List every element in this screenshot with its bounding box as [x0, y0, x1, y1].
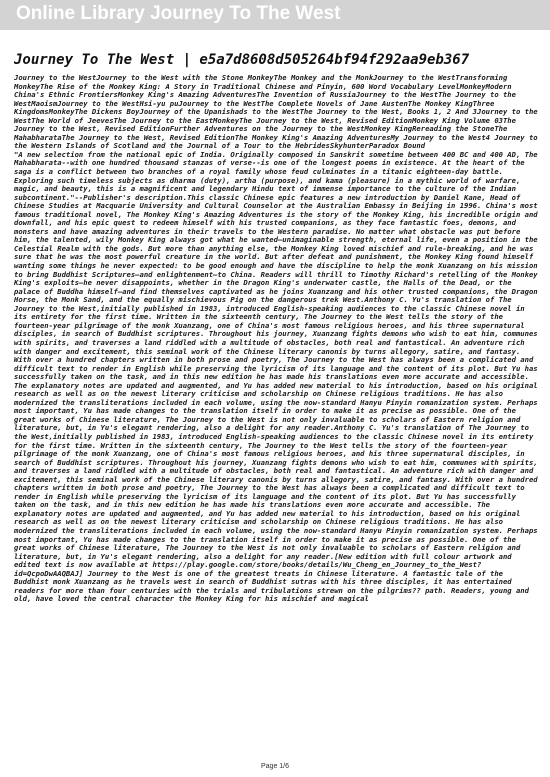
paragraph-description: "A new selection from the national epic of India. Originally composed in Sanskrit sometime between 400 BC and 400 AD, The Mahabharata--with one hundred thousand stanzas of verse--is one of the longest poems in existence. At the heart of the saga is a conflict between two branches of a royal family whose feud culminates in a titanic eighteen-day battle. Exploring such timeless subjects as dharma (duty), artha (purpose), and kama (pleasure) in a mythic world of warfare, magic, and beauty, this is a magnificent and legendary Hindu text of immense importance to the culture of the Indian subcontinent."--Publisher's description.This classic Chinese epic features a new introduction by Daniel Kane, Head of Chinese Studies at Macquarie University and Cultural Counselor at the Australian Embassy in Beijing in 1996. China's most famous traditional novel, The Monkey King's Amazing Adventures is the story of the Monkey King, his incredible origin and downfall, and his epic quest to redeem himself with his trusted companions, as they face fantastic foes, demons, and monsters and have amazing adventures in their travels to the Western paradise. No matter what obstacle was put before him, the talented, wily Monkey King always got what he wanted—unimaginable strength, eternal life, even a position in the Celestial Realm with the gods. But more than anything else, the Monkey King loved mischief and rule-breaking, and he was sure that he was the most powerful creature in the world. But after defeat and punishment, the Monkey King found himself wanting some things he never expected: to be good enough and have the discipline to help the monk Xuanzang on his mission to bring Buddhist Scriptures—and enlightenment—to China. Readers will thrill to Timothy Richard's retelling of the Monkey King's exploits—he never disappoints, whether in the Dragon King's underwater castle, the Halls of the Dead, or the palace of Buddha himself—and find themselves captivated as he joins Xuanzang and his other trusted companions, the Dragon Horse, the Monk Sand, and the equally mischievous Pig on the dangerous trek West.Anthony C. Yu's translation of The Journey to the West,initially published in 1983, introduced English-speaking audiences to the classic Chinese novel in its entirety for the first time. Written in the sixteenth century, The Journey to the West tells the story of the fourteen-year pilgrimage of the monk Xuanzang, one of China's most famous religious heroes, and his three supernatural disciples, in search of Buddhist scriptures. Throughout his journey, Xuanzang fights demons who wish to eat him, communes with spirits, and traverses a land riddled with a multitude of obstacles, both real and fantastical. An adventure rich with danger and excitement, this seminal work of the Chinese literary canonis by turns allegory, satire, and fantasy. With over a hundred chapters written in both prose and poetry, The Journey to the West has always been a complicated and difficult text to render in English while preserving the lyricism of its language and the content of its plot. But Yu has successfully taken on the task, and in this new edition he has made his translations even more accurate and accessible. The explanatory notes are updated and augmented, and Yu has added new material to his introduction, based on his original research as well as on the newest literary criticism and scholarship on Chinese religious traditions. He has also modernized the transliterations included in each volume, using the now-standard Hanyu Pinyin romanization system. Perhaps most important, Yu has made changes to the translation itself in order to make it as precise as possible. One of the great works of Chinese literature, The Journey to the West is not only invaluable to scholars of Eastern religion and literature, but, in Yu's elegant rendering, also a delight for any reader.Anthony C. Yu's translation of The Journey to the West,initially published in 1983, introduced English-speaking audiences to the classic Chinese novel in its entirety for the first time. Written in the sixteenth century, The Journey to the West tells the story of the fourteen-year pilgrimage of the monk Xuanzang, one of China's most famous religious heroes, and his three supernatural disciples, in search of Buddhist scriptures. Throughout his journey, Xuanzang fights demons who wish to eat him, communes with spirits, and traverses a land riddled with a multitude of obstacles, both real and fantastical. An adventure rich with danger and excitement, this seminal work of the Chinese literary canonis by turns allegory, satire, and fantasy. With over a hundred chapters written in both prose and poetry, The Journey to the West has always been a complicated and difficult text to render in English while preserving the lyricism of its language and the content of its plot. But Yu has successfully taken on the task, and in this new edition he has made his translations even more accurate and accessible. The explanatory notes are updated and augmented, and Yu has added new material to his introduction, based on his original research as well as on the newest literary criticism and scholarship on Chinese religious traditions. He has also modernized the transliterations included in each volume, using the now-standard Hanyu Pinyin romanization system. Perhaps most important, Yu has made changes to the translation itself in order to make it as precise as possible. One of the great works of Chinese literature, The Journey to the West is not only invaluable to scholars of Eastern religion and literature, but, in Yu's elegant rendering, also a delight for any reader.[New edition with full colour artwork and edited text is now available at https://play.google.com/store/books/details/Wu_Cheng_en_Journey_to_the_West?id=QcpoDwAAQBAJ] Journey to the West is one of the greatest treats in Chinese literature. A fantastic tale of the Buddhist monk Xuanzang as he travels west in search of Buddhist sutras with his three disciples, it has entertained readers for more than four centuries with the trials and tribulations strewn on the pilgrims?? path. Readers, young and old, have loved the central character the Monkey King for his mischief and magical	[14, 149, 538, 604]
document-body	[14, 74, 538, 764]
document-title: Journey To The West | e5a7d8608d505264bf94f292aa9eb367	[14, 52, 470, 68]
page-number: Page 1/6	[260, 763, 290, 770]
paragraph-related-titles: Journey to the WestJourney to the West with the Stone MonkeyThe Monkey and the MonkJourney to the WestTransforming MonkeyThe Rise of the Monkey King: A Story in Traditional Chinese and Pinyin, 600 Word Vocabulary LevelMonkeyModern China's Ethnic FrontiersMonkey King's Amazing AdventuresThe Invention of RussiaJourney to the WestThe Journey to the WestMaoismJourney to the WestHsi-yu puJourney to the WestThe Complete Novels of Jane AustenThe Monkey KingThree KingdomsMonkeyThe Dickens BoyJourney of the Upanishads to the WestThe Journey to the West, Books 1, 2 And 3Journey to the WestThe World of JeevesThe Journey to the EastMonkeyThe Journey to the West, Revised EditionMonkey King Volume 03The Journey to the West, Revised EditionFurther Adventures on the Journey to the WestMonkey KingRereading the StoneThe MahabharataThe Journey to the West, Revised EditionThe Monkey King's Amazing AdventuresMy Journey to the West4 Journey to the Western Islands of Scotland and the Journal of a Tour to the HebridesSkyhunterParadox Bound	[14, 74, 538, 151]
header-banner	[0, 0, 550, 30]
banner-title: Online Library Journey To The West	[16, 3, 341, 24]
